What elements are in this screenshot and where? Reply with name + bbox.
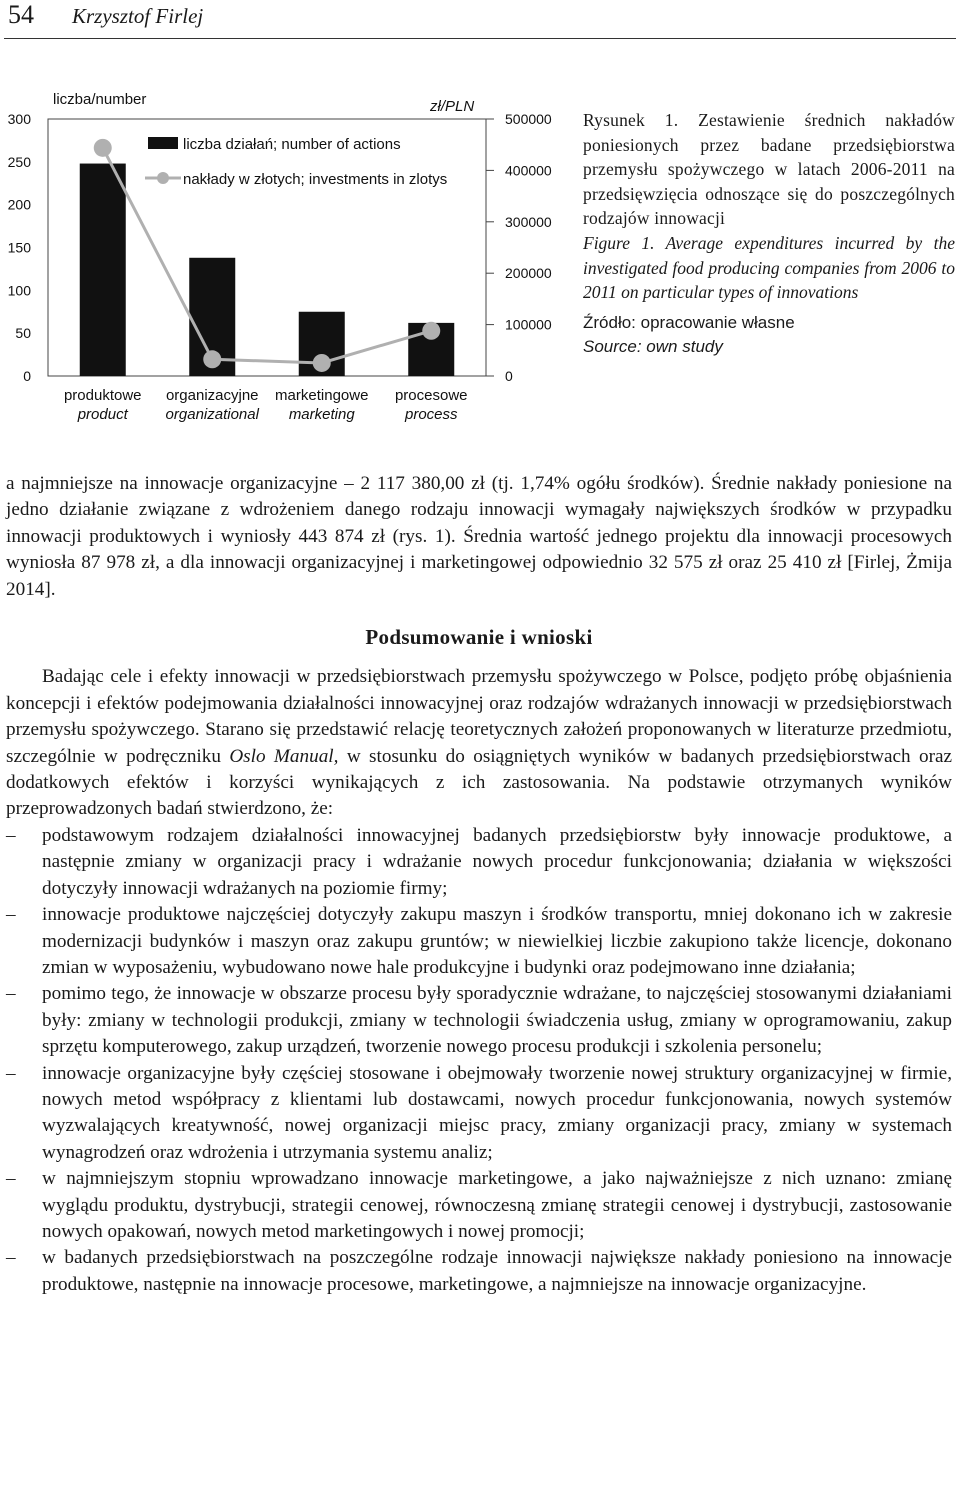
page-header <box>4 0 956 39</box>
conclusions-list <box>6 823 952 1298</box>
investment-point-marketingowe <box>313 354 331 372</box>
list-item: – innowacje produktowe najczęściej dotyczyły zakupu maszyn i środków transportu, mniej dokonano ich w zakresie modernizacji budynków i maszyn oraz zakupu gruntów; w niewielkiej liczbie zakupiono także licencje, dokonano zmian w wyposażeniu, wybudowano nowe hale produkcyjne i budynki oraz podejmowano inne działania; <box>6 902 952 981</box>
caption-polish: Rysunek 1. Zestawienie średnich nakładów poniesionych przez badane przedsiębiorstwa przemysłu spożywczego w latach 2006-2011 na przedsięwzięcia odnoszące się do poszczególnych rodzajów innowacji <box>583 110 955 229</box>
category-label-en: marketing <box>288 406 355 423</box>
list-item: – innowacje organizacyjne były częściej stosowane i obejmowały tworzenie nowej struktury organizacyjnej w firmie, nowych metod współpracy z klientami lub dostawcami, nowych procedur funkcjonowania, nowych systemów wyzwalających kreatywność, nowej organizacji miejsc pracy, zmiany organizacji pracy, zmiany w systemach wynagrodzeń oraz wdrożenia i utrzymania systemu analiz; <box>6 1061 952 1167</box>
category-label-en: product <box>77 406 128 423</box>
paragraph-summary-part-b: w stosunku do osiągniętych wyników w badanych przedsiębiorstwach oraz dodatkowych efektów i korzyści wynikających z ich zastosowania. Na podstawie otrzymanych wyników przeprowadzonych badań stwierdzono, że: <box>6 745 953 820</box>
legend-line-marker <box>157 172 169 184</box>
right-axis-tick-label: 0 <box>505 368 513 384</box>
paragraph-summary-part-a: Badając cele i efekty innowacji w przedsiębiorstwach przemysłu spożywczego w Polsce, podjęto próbę objaśnienia koncepcji i efektów podejmowania działalności innowacyjnej oraz rodzajów wdrażanych innowacji w przedsiębiorstwach przemysłu spożywczego. Starano się przedstawić relację teoretycznych założeń proponowanych w literaturze przedmiotu, szczególnie w podręczniku <box>6 666 952 767</box>
left-axis-tick-label: 250 <box>7 153 31 170</box>
list-item: – podstawowym rodzajem działalności innowacyjnej badanych przedsiębiorstw były innowacje produktowe, a następnie zmiany w organizacji pracy i wdrażanie nowych procedur funkcjonowania; działania w większości dotyczyły innowacji wdrażanych na poziomie firmy; <box>6 823 952 902</box>
paragraph-continuation: a najmniejsze na innowacje organizacyjne – 2 117 380,00 zł (tj. 1,74% ogółu środków). Średnie nakłady poniesione na jedno działanie związane z wdrożeniem danego rodzaju innowacji wymagały największych środków w przypadku innowacji produktowych i wyniosły 443 874 zł (rys. 1). Średnia wartość jednego projektu dla innowacji procesowych wyniosła 87 978 zł, a dla innowacji organizacyjnej i marketingowej odpowiednio 32 575 zł oraz 25 410 zł [Firlej, Żmija 2014]. <box>6 473 952 600</box>
bar-produktowe <box>80 164 126 376</box>
category-label: procesowe <box>394 387 468 404</box>
category-label: organizacyjne <box>165 387 259 404</box>
left-axis-tick-label: 50 <box>15 325 31 342</box>
category-label-en: organizational <box>165 406 259 423</box>
page-number: 54 <box>8 0 34 29</box>
category-label: marketingowe <box>275 387 369 404</box>
caption-source-polish: Źródło: opracowanie własne <box>583 312 795 332</box>
legend-bar-label: liczba działań; number of actions <box>183 136 401 153</box>
right-axis-tick-label: 100000 <box>505 316 552 333</box>
investment-point-produktowe <box>94 139 112 157</box>
left-axis-title: liczba/number <box>53 91 147 108</box>
legend-line-label: nakłady w złotych; investments in zlotys <box>183 171 448 188</box>
right-axis-tick-label: 500000 <box>505 111 552 127</box>
right-axis-tick-label: 400000 <box>505 162 552 179</box>
investment-point-procesowe <box>422 322 440 340</box>
figure-caption <box>583 108 955 360</box>
left-axis-tick-label: 100 <box>7 282 31 299</box>
oslo-manual-title: Oslo Manual, <box>229 745 339 767</box>
right-axis-tick-label: 200000 <box>505 265 552 282</box>
right-axis-title: zł/PLN <box>430 98 475 115</box>
list-item: – w badanych przedsiębiorstwach na poszczególne rodzaje innowacji największe nakłady poniesiono na innowacje produktowe, następnie na innowacje procesowe, marketingowe, a najmniejsze na innowacje organizacyjne. <box>6 1245 952 1298</box>
right-axis-tick-label: 300000 <box>505 213 552 230</box>
left-axis-tick-label: 300 <box>7 111 31 127</box>
body-text <box>6 471 952 1298</box>
left-axis-tick-label: 0 <box>23 368 31 384</box>
left-axis-tick-label: 200 <box>7 196 31 213</box>
category-label-en: process <box>404 406 458 423</box>
paragraph-summary <box>6 664 952 822</box>
investment-point-organizacyjne <box>203 350 221 368</box>
figure-chart <box>0 82 575 432</box>
left-axis-tick-label: 150 <box>7 239 31 256</box>
caption-source-english: Source: own study <box>583 337 723 357</box>
legend-bar-swatch <box>148 137 178 149</box>
list-item: – w najmniejszym stopniu wprowadzano innowacje marketingowe, a jako najważniejsze z nich uznano: zmianę wyglądu produktu, dystrybucji, strategii cenowej, równoczesną zmianę strategii cenowej i dystrybucji, zastosowanie nowych opakowań, nowych metod marketingowych i nowej promocji; <box>6 1166 952 1245</box>
list-item: – pomimo tego, że innowacje w obszarze procesu były sporadycznie wdrażane, to najczęściej stosowanymi działaniami były: zmiany w technologii produkcji, zmiany w technologii świadczenia usług, zmiany w oprogramowaniu, zakup sprzętu komputerowego, zakup urządzeń, tworzenie nowego procesu produkcji i szkolenia personelu; <box>6 981 952 1060</box>
section-heading: Podsumowanie i wnioski <box>365 625 593 650</box>
category-label: produktowe <box>63 387 142 404</box>
running-author: Krzysztof Firlej <box>72 4 204 28</box>
caption-english: Figure 1. Average expenditures incurred by the investigated food producing companies from 2006 to 2011 on particular types of innovations <box>583 232 955 303</box>
